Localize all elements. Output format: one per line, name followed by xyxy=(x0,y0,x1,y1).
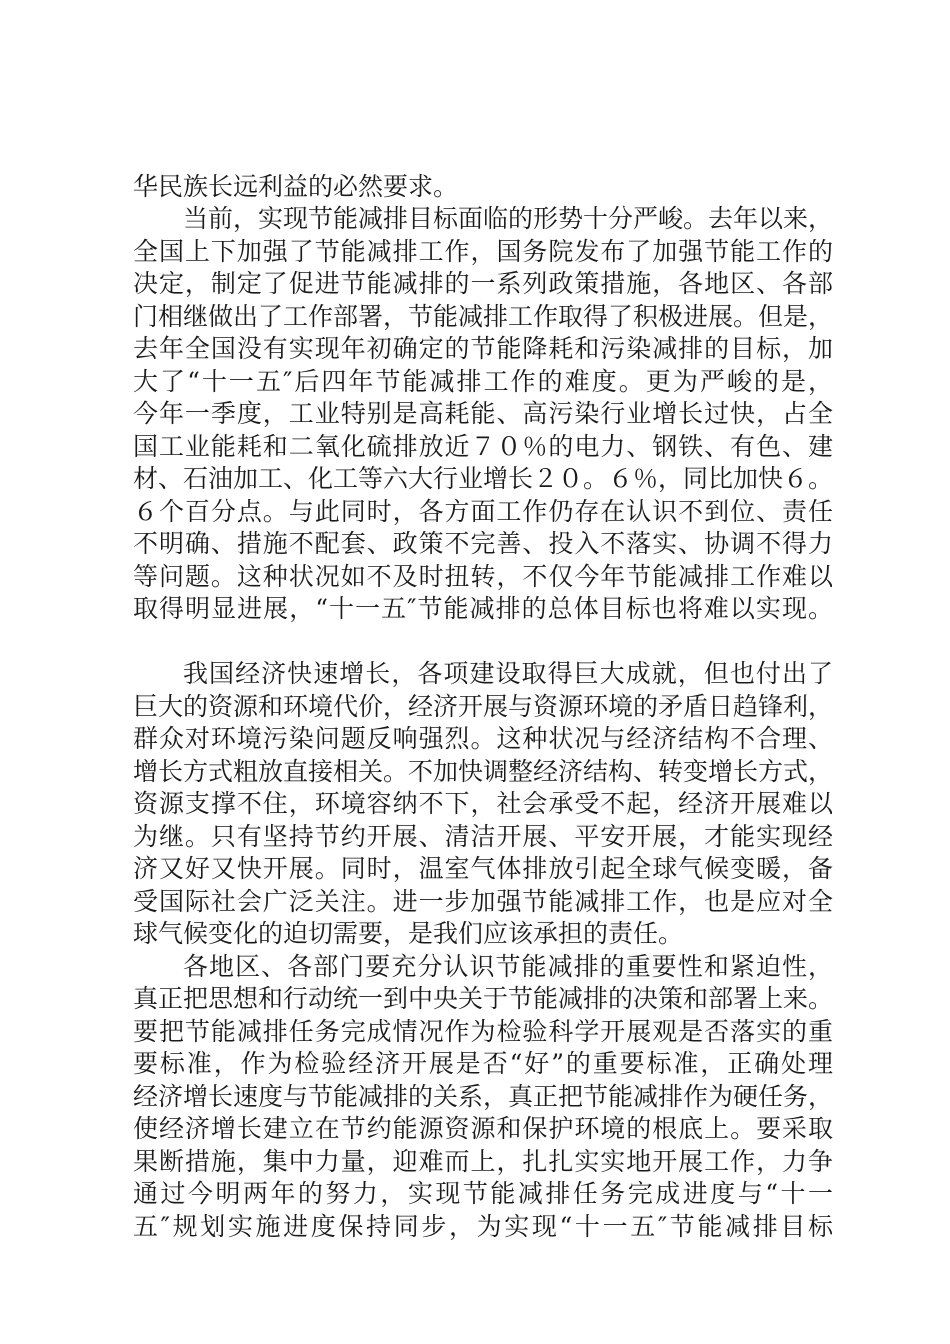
paragraph-first-line: 我国经济快速增长，各项建设取得巨大成就，但也付出了 xyxy=(183,659,833,688)
text-line: 等问题。这种状况如不及时扭转，不仅今年节能减排工作难以 xyxy=(133,562,833,591)
text-line: 增长方式粗放直接相关。不加快调整经济结构、转变增长方式， xyxy=(133,757,833,786)
text-line: 国工业能耗和二氧化硫排放近７０％的电力、钢铁、有色、建 xyxy=(133,432,833,461)
text-line: 材、石油加工、化工等六大行业增长２０。６％，同比加快６。 xyxy=(133,464,833,493)
text-line: 决定，制定了促进节能减排的一系列政策措施，各地区、各部 xyxy=(133,269,833,298)
text-line: 要把节能减排任务完成情况作为检验科学开展观是否落实的重 xyxy=(133,1017,833,1046)
text-line: 真正把思想和行动统一到中央关于节能减排的决策和部署上来。 xyxy=(133,984,833,1013)
text-line: 巨大的资源和环境代价，经济开展与资源环境的矛盾日趋锋利， xyxy=(133,692,833,721)
text-line: 经济增长速度与节能减排的关系，真正把节能减排作为硬任务， xyxy=(133,1082,833,1111)
text-line: 球气候变化的迫切需要，是我们应该承担的责任。 xyxy=(133,919,684,948)
text-line: 门相继做出了工作部署，节能减排工作取得了积极进展。但是， xyxy=(133,302,833,331)
text-line: 全国上下加强了节能减排工作，国务院发布了加强节能工作的 xyxy=(133,237,833,266)
text-line: 通过今明两年的努力，实现节能减排任务完成进度与“十一 xyxy=(133,1179,833,1208)
text-line: 大了“十一五″后四年节能减排工作的难度。更为严峻的是， xyxy=(133,367,833,396)
text-line: 济又好又快开展。同时，温室气体排放引起全球气候变暖，备 xyxy=(133,854,833,883)
text-line: 华民族长远利益的必然要求。 xyxy=(133,172,459,201)
text-line: 今年一季度，工业特别是高耗能、高污染行业增长过快，占全 xyxy=(133,399,833,428)
text-line: 资源支撑不住，环境容纳不下，社会承受不起，经济开展难以 xyxy=(133,789,833,818)
text-line: 使经济增长建立在节约能源资源和保护环境的根底上。要采取 xyxy=(133,1114,833,1143)
text-line: 为继。只有坚持节约开展、清洁开展、平安开展，才能实现经 xyxy=(133,822,833,851)
text-line: ６个百分点。与此同时，各方面工作仍存在认识不到位、责任 xyxy=(133,497,833,526)
text-line: 五″规划实施进度保持同步，为实现“十一五″节能减排目标 xyxy=(133,1212,833,1241)
text-line: 去年全国没有实现年初确定的节能降耗和污染减排的目标，加 xyxy=(133,334,833,363)
paragraph-first-line: 各地区、各部门要充分认识节能减排的重要性和紧迫性， xyxy=(183,952,833,981)
text-line: 取得明显进展，“十一五″节能减排的总体目标也将难以实现。 xyxy=(133,594,833,623)
text-line: 不明确、措施不配套、政策不完善、投入不落实、协调不得力 xyxy=(133,529,833,558)
text-line: 要标准，作为检验经济开展是否“好”的重要标准，正确处理 xyxy=(133,1049,833,1078)
text-line: 受国际社会广泛关注。进一步加强节能减排工作，也是应对全 xyxy=(133,887,833,916)
paragraph-first-line: 当前，实现节能减排目标面临的形势十分严峻。去年以来， xyxy=(183,204,833,233)
text-line: 果断措施，集中力量，迎难而上，扎扎实实地开展工作，力争 xyxy=(133,1147,833,1176)
text-line: 群众对环境污染问题反响强烈。这种状况与经济结构不合理、 xyxy=(133,724,833,753)
